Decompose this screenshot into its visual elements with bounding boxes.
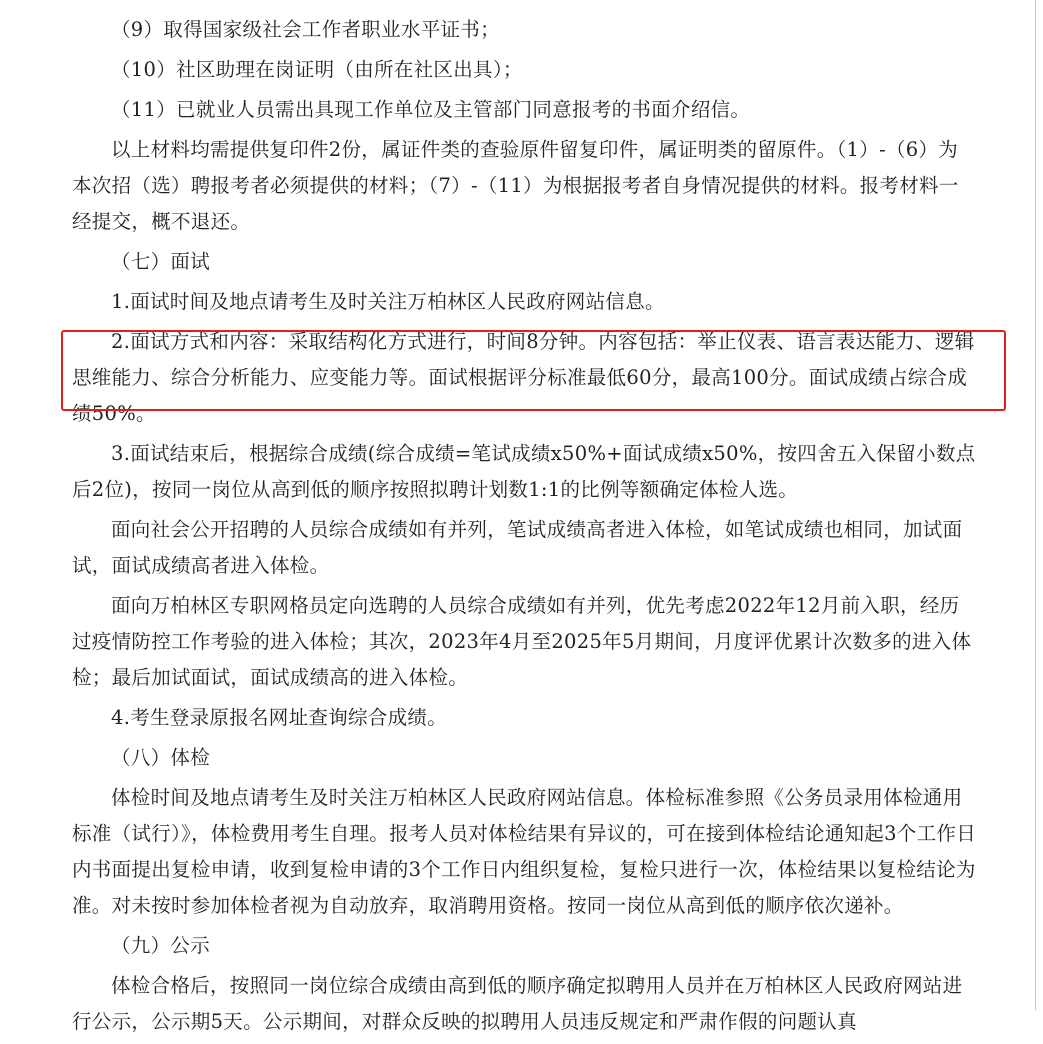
section-heading-interview: （七）面试 [111,250,211,273]
paragraph-item-10: （10）社区助理在岗证明（由所在社区出具）； [111,58,523,81]
paragraph-grid-tie: 面向万柏林区专职网格员定向选聘的人员综合成绩如有并列，优先考虑2022年12月前入职，经历过疫情防控工作考验的进入体检；其次，2023年4月至2025年5月期间，月度评优累计次数多的进入体检；最后加试面试，面试成绩高的进入体检。 [72,594,972,689]
paragraph-score-query: 4.考生登录原报名网址查询综合成绩。 [111,706,448,729]
paragraph-interview-method: 2.面试方式和内容：采取结构化方式进行，时间8分钟。内容包括：举止仪表、语言表达能力、逻辑思维能力、综合分析能力、应变能力等。面试根据评分标准最低60分，最高100分。面试成绩占综合成绩50%。 [72,330,975,425]
paragraph-interview-result: 3.面试结束后，根据综合成绩(综合成绩=笔试成绩x50%+面试成绩x50%，按四舍五入保留小数点后2位)，按同一岗位从高到低的顺序按照拟聘计划数1:1的比例等额确定体检人选。 [72,442,976,501]
section-heading-physical-exam: （八）体检 [111,746,211,769]
section-heading-publicity: （九）公示 [111,934,211,957]
paragraph-publicity: 体检合格后，按照同一岗位综合成绩由高到低的顺序确定拟聘用人员并在万柏林区人民政府网站进行公示，公示期5天。公示期间，对群众反映的拟聘用人员违反规定和严肃作假的问题认真 [72,974,963,1033]
document-body [72,12,977,1044]
paragraph-public-tie: 面向社会公开招聘的人员综合成绩如有并列，笔试成绩高者进入体检，如笔试成绩也相同，加试面试，面试成绩高者进入体检。 [72,518,963,577]
paragraph-interview-time: 1.面试时间及地点请考生及时关注万柏林区人民政府网站信息。 [111,290,665,313]
paragraph-physical-exam: 体检时间及地点请考生及时关注万柏林区人民政府网站信息。体检标准参照《公务员录用体检通用标准（试行）》，体检费用考生自理。报考人员对体检结果有异议的，可在接到体检结论通知起3个工作日内书面提出复检申请，收到复检申请的3个工作日内组织复检，复检只进行一次，体检结果以复检结论为准。对未按时参加体检者视为自动放弃，取消聘用资格。按同一岗位从高到低的顺序依次递补。 [72,786,977,917]
paragraph-item-11: （11）已就业人员需出具现工作单位及主管部门同意报考的书面介绍信。 [111,98,751,121]
paragraph-materials-note: 以上材料均需提供复印件2份，属证件类的查验原件留复印件，属证明类的留原件。（1）-（6）为本次招（选）聘报考者必须提供的材料；（7）-（11）为根据报考者自身情况提供的材料。报考材料一经提交，概不退还。 [72,138,959,233]
page-edge-divider [1035,0,1036,1010]
paragraph-item-9: （9）取得国家级社会工作者职业水平证书； [111,18,500,41]
